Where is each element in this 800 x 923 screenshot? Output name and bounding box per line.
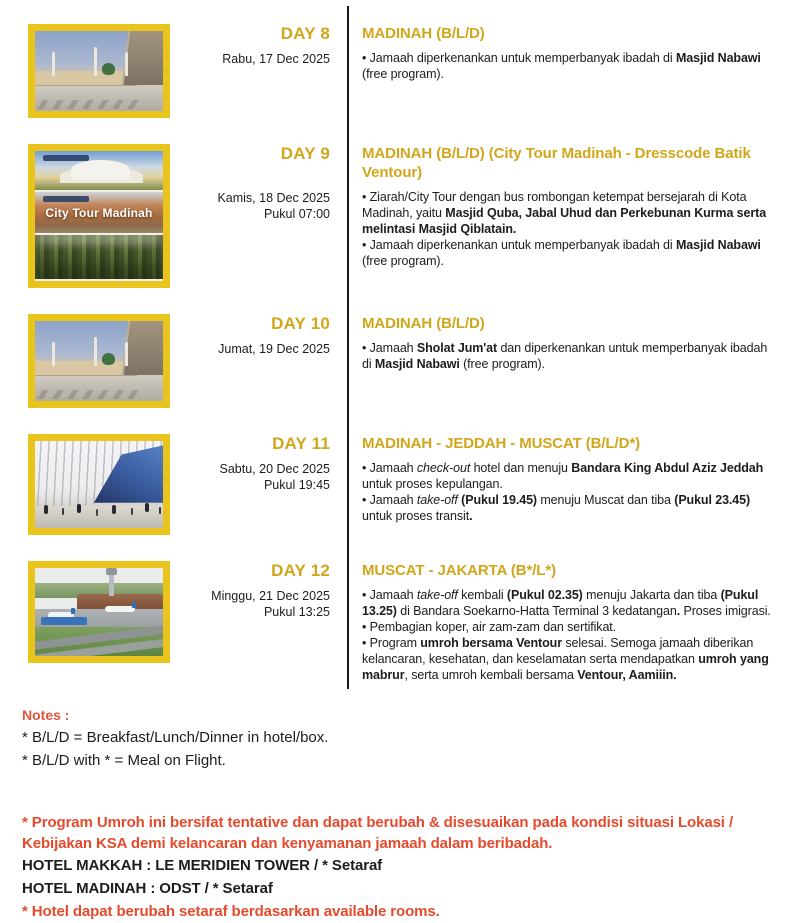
day-datetime [172, 461, 330, 493]
minaret-shape [125, 342, 128, 366]
bullet-text-segment: • Jamaah [362, 493, 417, 507]
bullet-text-segment: Sholat Jum'at [416, 341, 498, 355]
minaret-shape [52, 342, 55, 366]
bullet-text-segment: (free program). [459, 357, 545, 371]
day-photo-jeddah-airport [28, 434, 170, 535]
bullet-text-segment: menuju Jakarta dan tiba [582, 588, 721, 602]
day-time: Pukul 19:45 [263, 478, 330, 492]
bullet-text-segment: dan diperkenankan untuk memperbanyak ibadah di [362, 341, 768, 371]
day-label: DAY 11 [272, 434, 330, 453]
day-title: MUSCAT - JAKARTA (B*/L*) [362, 562, 556, 579]
day-datetime [172, 341, 330, 357]
collage-mountain-photo [35, 192, 163, 235]
bullet-text-segment: take-off [416, 588, 458, 602]
itinerary-bullet [362, 619, 780, 635]
bullet-text-segment: Masjid Nabawi [675, 51, 761, 65]
day-datetime [172, 588, 330, 620]
day-row [28, 144, 788, 288]
day-photo-soekarno-hatta-airport [28, 561, 170, 663]
bullet-text-segment: • Jamaah diperkenankan untuk memperbanyak ibadah di [362, 238, 676, 252]
airplane-shape [105, 606, 135, 612]
itinerary-days [28, 24, 788, 683]
day-title: MADINAH - JEDDAH - MUSCAT (B/L/D*) [362, 435, 640, 452]
ground-reflection-shape [37, 390, 145, 399]
bullet-text-segment: • Program [362, 636, 421, 650]
bullet-text-segment: (Pukul 13.25) [362, 588, 759, 618]
bullet-text-segment: menuju Muscat dan tiba [536, 493, 675, 507]
airport-sign-shape [41, 617, 87, 625]
bullet-text-segment: • Ziarah/City Tour dengan bus rombongan ketempat bersejarah di Kota Madinah, yaitu [362, 190, 747, 220]
itinerary-bullet [362, 237, 780, 269]
itinerary-bullet [362, 50, 780, 82]
green-dome-shape [102, 63, 115, 75]
day-date: Minggu, 21 Dec 2025 [211, 589, 330, 603]
day-title: MADINAH (B/L/D) [362, 315, 485, 332]
photo-caption: City Tour Madinah [45, 205, 153, 220]
day-bullets [330, 50, 788, 82]
bullet-text-segment: • Jamaah [362, 588, 417, 602]
day-time: Pukul 07:00 [263, 207, 330, 221]
itinerary-bullet [362, 587, 780, 619]
control-tower-shape [109, 572, 114, 596]
day-label: DAY 12 [271, 561, 330, 580]
bullet-text-segment: untuk proses kepulangan. [362, 477, 503, 491]
day-photo-city-tour-collage [28, 144, 170, 288]
day-label: DAY 10 [271, 314, 330, 333]
ground-reflection-shape [37, 100, 145, 109]
day-row [28, 24, 788, 118]
notes-line: * B/L/D = Breakfast/Lunch/Dinner in hotel/box. [22, 729, 329, 746]
day-bullets [330, 460, 788, 524]
minaret-shape [94, 337, 97, 366]
day-date: Jumat, 19 Dec 2025 [218, 342, 330, 356]
photo-image [35, 31, 163, 111]
hotel-makkah-line: HOTEL MAKKAH : LE MERIDIEN TOWER / * Setaraf [22, 857, 383, 874]
day-title: MADINAH (B/L/D) [362, 25, 485, 42]
minaret-shape [94, 47, 97, 76]
notes-section [22, 705, 800, 772]
bullet-text-segment: Masjid Nabawi [675, 238, 761, 252]
photo-image [35, 151, 163, 281]
day-bullets [330, 587, 788, 683]
day-label: DAY 9 [280, 144, 330, 163]
bullet-text-segment: • Pembagian koper, air zam-zam dan sertifikat. [362, 620, 617, 634]
bullet-text-segment: , serta umroh kembali bersama [404, 668, 578, 682]
bullet-text-segment: • Jamaah [362, 461, 417, 475]
bullet-text-segment: Proses imigrasi. [680, 604, 771, 618]
green-dome-shape [102, 353, 115, 365]
minaret-shape [52, 52, 55, 76]
bullet-text-segment: take-off [416, 493, 458, 507]
bullet-text-segment: (Pukul 23.45) [674, 493, 751, 507]
day-row [28, 561, 788, 683]
bullet-text-segment: hotel dan menuju [470, 461, 572, 475]
day-divider-line [347, 6, 349, 689]
day-label: DAY 8 [280, 24, 330, 43]
bullet-text-segment: (Pukul 02.35) [506, 588, 583, 602]
bullet-text-segment: (free program). [362, 67, 444, 81]
day-photo-masjid-nabawi [28, 314, 170, 408]
itinerary-bullet [362, 189, 780, 237]
mosque-domes-shape [71, 160, 130, 180]
hotel-availability-note: * Hotel dapat berubah setaraf berdasarkan available rooms. [22, 903, 440, 920]
collage-mosque-photo [35, 151, 163, 192]
day-row [28, 314, 788, 408]
day-title: MADINAH (B/L/D) (City Tour Madinah - Dresscode Batik Ventour) [362, 145, 751, 181]
day-row [28, 434, 788, 535]
footer-section [22, 812, 800, 923]
bullet-text-segment: Masjid Quba, Jabal Uhud dan Perkebunan Kurma serta melintasi Masjid Qiblatain. [362, 206, 767, 236]
day-date: Sabtu, 20 Dec 2025 [219, 462, 330, 476]
day-datetime [172, 190, 330, 222]
bullet-text-segment: (Pukul 19.45) [461, 493, 537, 507]
notes-heading: Notes : [22, 707, 70, 723]
bullet-text-segment: . [469, 509, 473, 523]
bullet-text-segment: umroh bersama Ventour [420, 636, 562, 650]
bullet-text-segment: Masjid Nabawi [374, 357, 460, 371]
bullet-text-segment: umroh yang mabrur [362, 652, 769, 682]
bullet-text-segment: di Bandara Soekarno-Hatta Terminal 3 kedatangan [396, 604, 677, 618]
terminal-floor-shape [35, 506, 163, 528]
day-photo-masjid-nabawi [28, 24, 170, 118]
day-bullets [330, 340, 788, 372]
itinerary-bullet [362, 492, 780, 524]
day-datetime [172, 51, 330, 67]
hotel-madinah-line: HOTEL MADINAH : ODST / * Setaraf [22, 880, 273, 897]
itinerary-bullet [362, 460, 780, 492]
bullet-text-segment: Bandara King Abdul Aziz Jeddah [571, 461, 764, 475]
bullet-text-segment: untuk proses transit [362, 509, 470, 523]
day-date: Kamis, 18 Dec 2025 [217, 191, 330, 205]
day-date: Rabu, 17 Dec 2025 [222, 52, 330, 66]
collage-palm-grove-photo [35, 235, 163, 279]
bullet-text-segment: Ventour, Aamiiin. [577, 668, 677, 682]
itinerary-bullet [362, 340, 780, 372]
day-time: Pukul 13:25 [263, 605, 330, 619]
travelers-silhouettes-shape [44, 505, 48, 514]
bullet-text-segment: • Jamaah [362, 341, 417, 355]
photo-image [35, 568, 163, 656]
day-bullets [330, 189, 788, 269]
bullet-text-segment: (free program). [362, 254, 444, 268]
minaret-shape [125, 52, 128, 76]
bullet-text-segment: check-out [416, 461, 471, 475]
bullet-text-segment: • Jamaah diperkenankan untuk memperbanyak ibadah di [362, 51, 676, 65]
itinerary-bullet [362, 635, 780, 683]
bullet-text-segment: kembali [457, 588, 507, 602]
bullet-text-segment: selesai. Semoga jamaah diberikan kelancaran, kesehatan, dan keselamatan serta mendapatkan [362, 636, 754, 666]
bullet-text-segment: . [676, 604, 681, 618]
photo-image [35, 441, 163, 528]
photo-badge [43, 155, 89, 161]
program-disclaimer: * Program Umroh ini bersifat tentative dan dapat berubah & disesuaikan pada kondisi situasi Lokasi / Kebijakan KSA demi kelancaran dan kenyamanan jamaah dalam beribadah. [22, 814, 734, 852]
notes-line: * B/L/D with * = Meal on Flight. [22, 752, 226, 769]
photo-image [35, 321, 163, 401]
